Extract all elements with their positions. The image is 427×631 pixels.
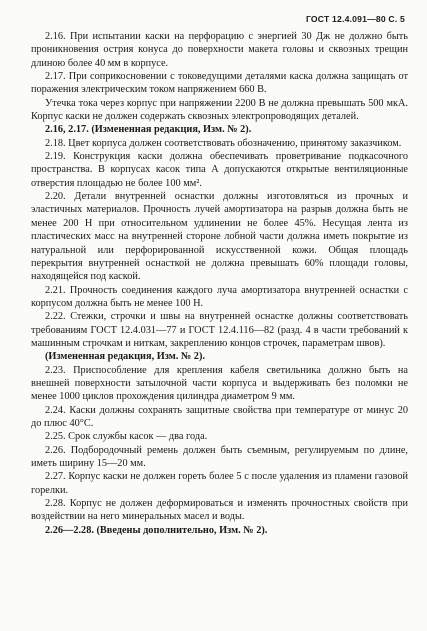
clause-2-26: 2.26. Подбородочный ремень должен быть съемным, регулируемым по длине, иметь ширину 15—20 мм.	[31, 444, 408, 469]
clause-2-23: 2.23. Приспособление для крепления кабеля светильника должно быть на внешней поверхности затылочной части корпуса и выдерживать без поломки не менее 1000 циклов прохождения цилиндра диаметром 9 мм.	[31, 364, 408, 403]
clause-2-28: 2.28. Корпус не должен деформироваться и изменять прочностных свойств при воздействии на него минеральных масел и воды.	[31, 498, 408, 523]
amendment-note-2-16-2-17: 2.16, 2.17. (Измененная редакция, Изм. № 2).	[45, 124, 252, 136]
amendment-note-2-22: (Измененная редакция, Изм. № 2).	[45, 351, 205, 363]
clause-2-20: 2.20. Детали внутренней оснастки должны изготовляться из прочных и эластичных материалов. Прочность лучей амортизатора на разрыв должна быть не менее 200 Н при относительном удлинении не более 45%. Несущая лента из пластических масс на внутренней стороне лобной части должна иметь покрытие из натуральной или перфорированной искусственной кожи. Общая площадь перекрытия внутренней оснасткой не должна превышать 60% площади головы, находящейся под каской.	[31, 191, 408, 283]
amendment-note-2-26-2-28: 2.26—2.28. (Введены дополнительно, Изм. № 2).	[45, 524, 268, 536]
clause-2-17: 2.17. При соприкосновении с токоведущими деталями каска должна защищать от поражения электрическим током напряжением 660 В.	[31, 71, 408, 96]
clause-2-22: 2.22. Стежки, строчки и швы на внутренней оснастке должны соответствовать требованиям ГОСТ 12.4.031—77 и ГОСТ 12.4.116—82 (разд. 4 в части требований к машинным строчкам и ниткам, закреплению концов строчек, параметрам швов).	[31, 311, 408, 349]
document-body	[31, 30, 408, 537]
clause-2-19: 2.19. Конструкция каски должна обеспечивать проветривание подкасочного пространства. В корпусах касок типа А допускаются открытые вентиляционные отверстия площадью не более 100 мм².	[31, 151, 408, 189]
clause-2-18: 2.18. Цвет корпуса должен соответствовать обозначению, принятому заказчиком.	[45, 137, 402, 149]
clause-2-27: 2.27. Корпус каски не должен гореть более 5 с после удаления из пламени газовой горелки.	[31, 471, 408, 496]
clause-2-16: 2.16. При испытании каски на перфорацию с энергией 30 Дж не должно быть проникновения острия конуса до поверхности макета головы и сквозных трещин длиною более 40 мм в корпусе.	[31, 31, 408, 69]
clause-2-24: 2.24. Каски должны сохранять защитные свойства при температуре от минус 20 до плюс 40°С.	[31, 404, 408, 429]
clause-2-21: 2.21. Прочность соединения каждого луча амортизатора внутренней оснастки с корпусом должна быть не менее 100 Н.	[31, 284, 408, 309]
clause-2-25: 2.25. Срок службы касок — два года.	[45, 431, 208, 443]
clause-2-17-continuation: Утечка тока через корпус при напряжении 2200 В не должна превышать 500 мкА. Корпус каски не должен содержать сквозных электропроводящих деталей.	[31, 97, 408, 123]
page-header: ГОСТ 12.4.091—80 С. 5	[305, 14, 405, 24]
